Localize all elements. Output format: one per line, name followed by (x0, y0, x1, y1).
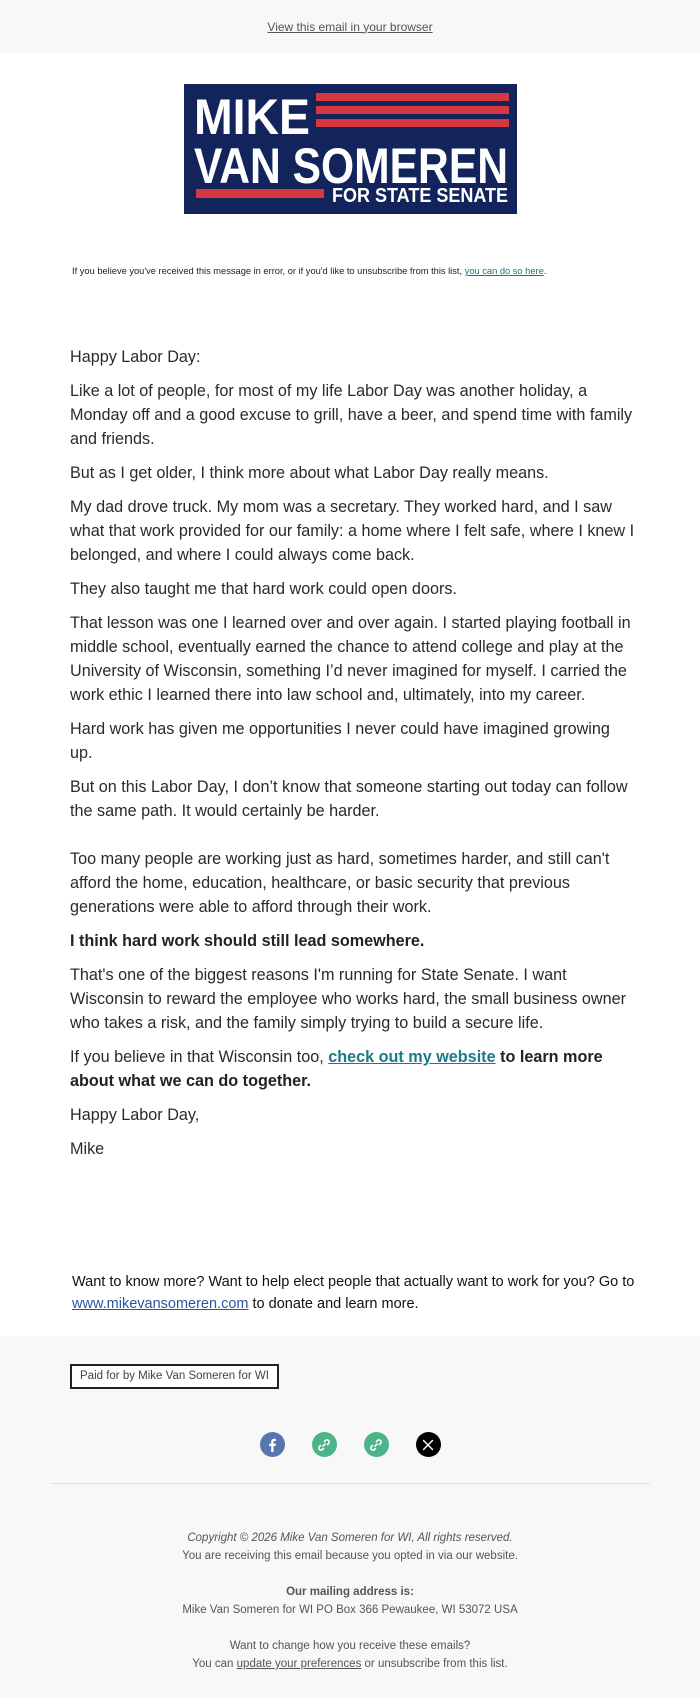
cta-tail: to learn more about what we can do together. (70, 1048, 603, 1090)
logo-line3: FOR STATE SENATE (331, 185, 508, 207)
letter-paragraph: Hard work has given me opportunities I never could have imagined growing up. (70, 720, 610, 762)
view-in-browser-link[interactable]: View this email in your browser (267, 19, 433, 34)
logo-stripe (316, 93, 509, 101)
change-lead: You can (192, 1658, 234, 1670)
signoff: Happy Labor Day, (70, 1106, 200, 1124)
letter-body (70, 345, 635, 1161)
opt-in-notice: You are receiving this email because you opted in via our website. (182, 1550, 518, 1562)
letter-paragraph: They also taught me that hard work could open doors. (70, 580, 457, 598)
greeting: Happy Labor Day: (70, 348, 201, 366)
top-bar (0, 0, 700, 53)
campaign-logo (184, 84, 517, 214)
more-info-block (72, 1271, 642, 1315)
footer (0, 1336, 700, 1698)
letter-paragraph: Too many people are working just as hard, sometimes harder, and still can't afford the home, education, healthcare, or basic security that previous generations were able to afford through their work. (70, 850, 610, 916)
change-preferences-question: Want to change how you receive these emails? (229, 1640, 471, 1652)
copyright: Copyright © 2026 Mike Van Someren for WI, All rights reserved. (187, 1532, 513, 1544)
unsubscribe-notice-trail: . (543, 266, 547, 276)
more-info-lead: Want to know more? Want to help elect people that actually want to work for you? Go to (72, 1274, 635, 1290)
signature: Mike (70, 1140, 105, 1158)
letter-paragraph: That lesson was one I learned over and over again. I started playing football in middle school, eventually earned the chance to attend college and play at the University of Wisconsin, something I’d never imagined for myself. I carried the work ethic I learned there into law school and, ultimately, into my career. (70, 614, 631, 704)
letter-paragraph: My dad drove truck. My mom was a secretary. They worked hard, and I saw what that work provided for our family: a home where I felt safe, where I knew I belonged, and where I could always come back. (70, 498, 635, 564)
bold-statement-text: I think hard work should still lead somewhere. (70, 932, 425, 950)
website-cta-link[interactable]: check out my website (328, 1048, 496, 1066)
logo-line1: MIKE (193, 89, 310, 145)
website-cta-paragraph (70, 1045, 635, 1093)
campaign-logo-graphic (184, 84, 517, 214)
logo-line2: VAN SOMEREN (193, 138, 508, 194)
letter-paragraph: That's one of the biggest reasons I'm running for State Senate. I want Wisconsin to reward the employee who works hard, the small business owner who takes a risk, and the family simply trying to build a secure life. (70, 966, 627, 1032)
footer-divider (50, 1483, 650, 1484)
cta-lead: If you believe in that Wisconsin too, (70, 1048, 324, 1066)
change-tail: or unsubscribe from this list. (364, 1658, 508, 1670)
change-preferences-line (0, 1655, 700, 1673)
facebook-icon[interactable] (260, 1432, 285, 1457)
letter-bold-statement (70, 929, 635, 953)
update-preferences-link[interactable]: update your preferences (236, 1658, 362, 1670)
unsubscribe-notice-text: If you believe you've received this message in error, or if you'd like to unsubscribe from this list, (72, 266, 463, 276)
letter-paragraph: But on this Labor Day, I don’t know that someone starting out today can follow the same path. It would certainly be harder. (70, 778, 628, 820)
x-icon[interactable] (416, 1432, 441, 1457)
logo-stripe (316, 119, 509, 127)
unsubscribe-notice (72, 265, 700, 277)
more-info-tail: to donate and learn more. (252, 1296, 419, 1312)
footer-text (0, 1529, 700, 1673)
campaign-website-link[interactable]: www.mikevansomeren.com (72, 1296, 249, 1312)
letter-paragraph: But as I get older, I think more about what Labor Day really means. (70, 464, 549, 482)
letter-paragraph: Like a lot of people, for most of my life Labor Day was another holiday, a Monday off and a good excuse to grill, have a beer, and spend time with family and friends. (70, 382, 633, 448)
unsubscribe-link[interactable]: you can do so here (464, 266, 544, 276)
header-logo-wrap (0, 53, 700, 214)
paid-for-disclaimer: Paid for by Mike Van Someren for WI (70, 1364, 279, 1389)
mailing-address: Mike Van Someren for WI PO Box 366 Pewaukee, WI 53072 USA (182, 1604, 518, 1616)
link-icon[interactable] (312, 1432, 337, 1457)
social-links (0, 1432, 700, 1457)
mailing-address-label: Our mailing address is: (286, 1586, 414, 1598)
link-icon[interactable] (364, 1432, 389, 1457)
logo-stripe (316, 106, 509, 114)
